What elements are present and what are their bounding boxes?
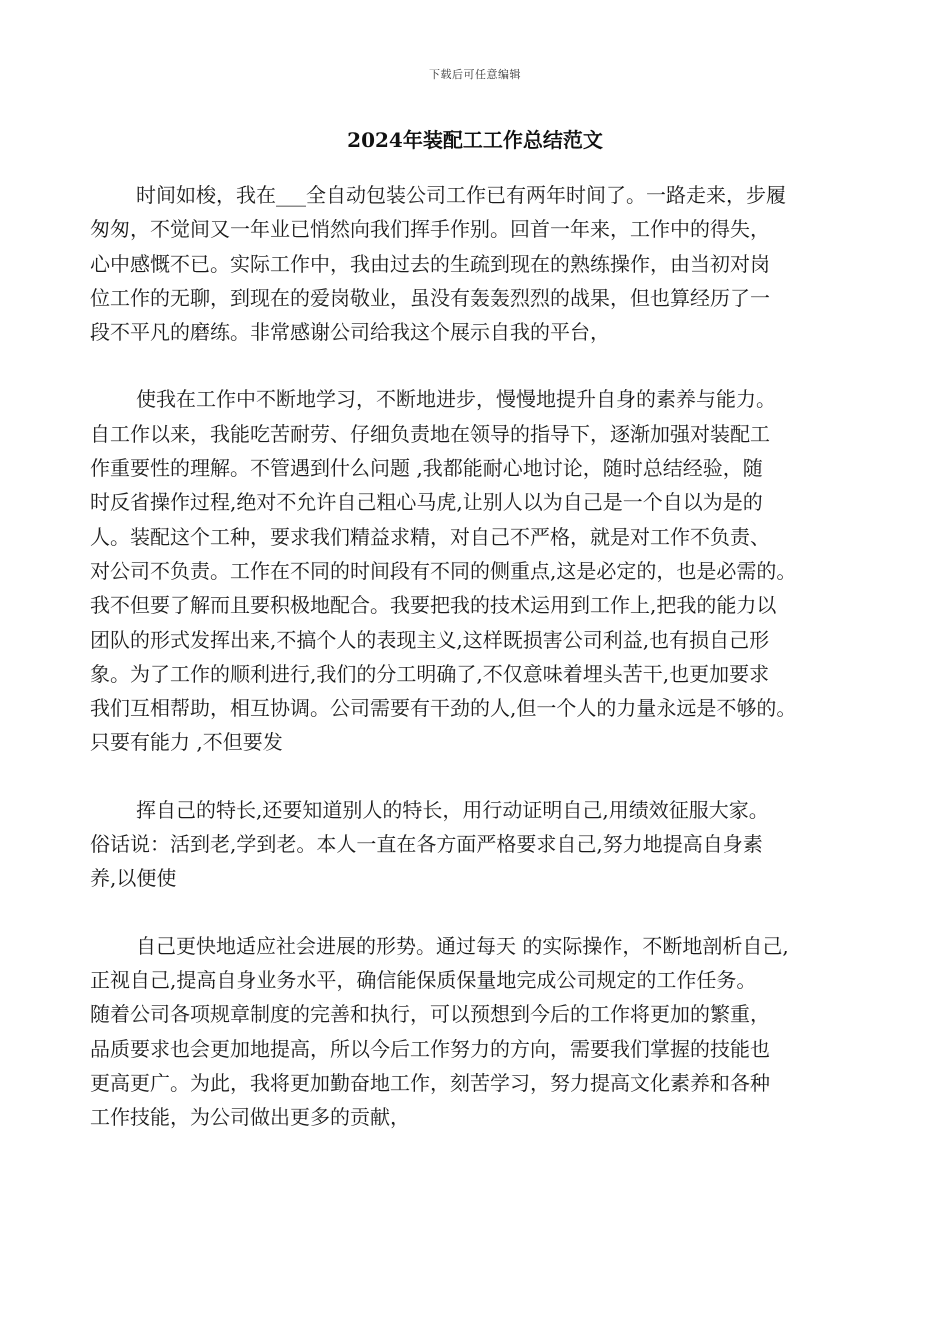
paragraph bbox=[90, 178, 864, 349]
document-body bbox=[90, 178, 864, 1167]
paragraph-line: 我不但要了解而且要积极地配合。我要把我的技术运用到工作上,把我的能力以 bbox=[90, 593, 777, 618]
paragraph-line: 品质要求也会更加地提高，所以今后工作努力的方向，需要我们掌握的技能也 bbox=[90, 1036, 770, 1061]
paragraph-line: 人。装配这个工种，要求我们精益求精，对自己不严格，就是对工作不负责、 bbox=[90, 524, 770, 549]
paragraph-line: 位工作的无聊，到现在的爱岗敬业，虽没有轰轰烈烈的战果，但也算经历了一 bbox=[90, 285, 770, 310]
paragraph-line: 自己更快地适应社会进展的形势。通过每天 的实际操作，不断地剖析自己, bbox=[136, 933, 789, 958]
paragraph-line: 时间如梭，我在___全自动包装公司工作已有两年时间了。一路走来，步履 bbox=[136, 183, 786, 207]
paragraph-line: 对公司不负责。工作在不同的时间段有不同的侧重点,这是必定的，也是必需的。 bbox=[90, 558, 797, 583]
document-title: 2024年装配工工作总结范文 bbox=[347, 128, 603, 152]
paragraph bbox=[90, 382, 864, 759]
paragraph-line: 团队的形式发挥出来,不搞个人的表现主义,这样既损害公司利益,也有损自己形 bbox=[90, 627, 770, 652]
paragraph bbox=[90, 929, 864, 1135]
page-header-note: 下载后可任意编辑 bbox=[429, 68, 521, 81]
paragraph-line: 随着公司各项规章制度的完善和执行，可以预想到今后的工作将更加的繁重， bbox=[90, 1002, 770, 1027]
paragraph-line: 匆匆，不觉间又一年业已悄然向我们挥手作别。回首一年来，工作中的得失， bbox=[90, 217, 770, 242]
paragraph-line: 作重要性的理解。不管遇到什么问题 ,我都能耐心地讨论，随时总结经验，随 bbox=[90, 456, 763, 481]
paragraph-line: 我们互相帮助，相互协调。公司需要有干劲的人,但一个人的力量永远是不够的。 bbox=[90, 696, 797, 721]
paragraph-line: 心中感慨不已。实际工作中，我由过去的生疏到现在的熟练操作，由当初对岗 bbox=[90, 251, 770, 276]
paragraph-line: 使我在工作中不断地学习，不断地进步，慢慢地提升自身的素养与能力。 bbox=[136, 387, 776, 412]
paragraph-line: 更高更广。为此，我将更加勤奋地工作，刻苦学习，努力提高文化素养和各种 bbox=[90, 1070, 770, 1095]
paragraph-line: 时反省操作过程,绝对不允许自己粗心马虎,让别人以为自己是一个自以为是的 bbox=[90, 490, 763, 515]
paragraph-line: 段不平凡的磨练。非常感谢公司给我这个展示自我的平台， bbox=[90, 320, 610, 345]
paragraph-line: 俗话说：活到老,学到老。本人一直在各方面严格要求自己,努力地提高自身素 bbox=[90, 832, 763, 857]
paragraph-line: 工作技能，为公司做出更多的贡献， bbox=[90, 1105, 410, 1130]
paragraph-line: 养,以便使 bbox=[90, 866, 177, 891]
paragraph-line: 只要有能力 ,不但要发 bbox=[90, 730, 283, 755]
paragraph-line: 正视自己,提高自身业务水平，确信能保质保量地完成公司规定的工作任务。 bbox=[90, 967, 757, 992]
paragraph bbox=[90, 793, 864, 896]
paragraph-line: 自工作以来，我能吃苦耐劳、仔细负责地在领导的指导下，逐渐加强对装配工 bbox=[90, 421, 770, 446]
paragraph-line: 象。为了工作的顺利进行,我们的分工明确了,不仅意味着埋头苦干,也更加要求 bbox=[90, 661, 770, 686]
paragraph-line: 挥自己的特长,还要知道别人的特长，用行动证明自己,用绩效征服大家。 bbox=[136, 797, 769, 822]
